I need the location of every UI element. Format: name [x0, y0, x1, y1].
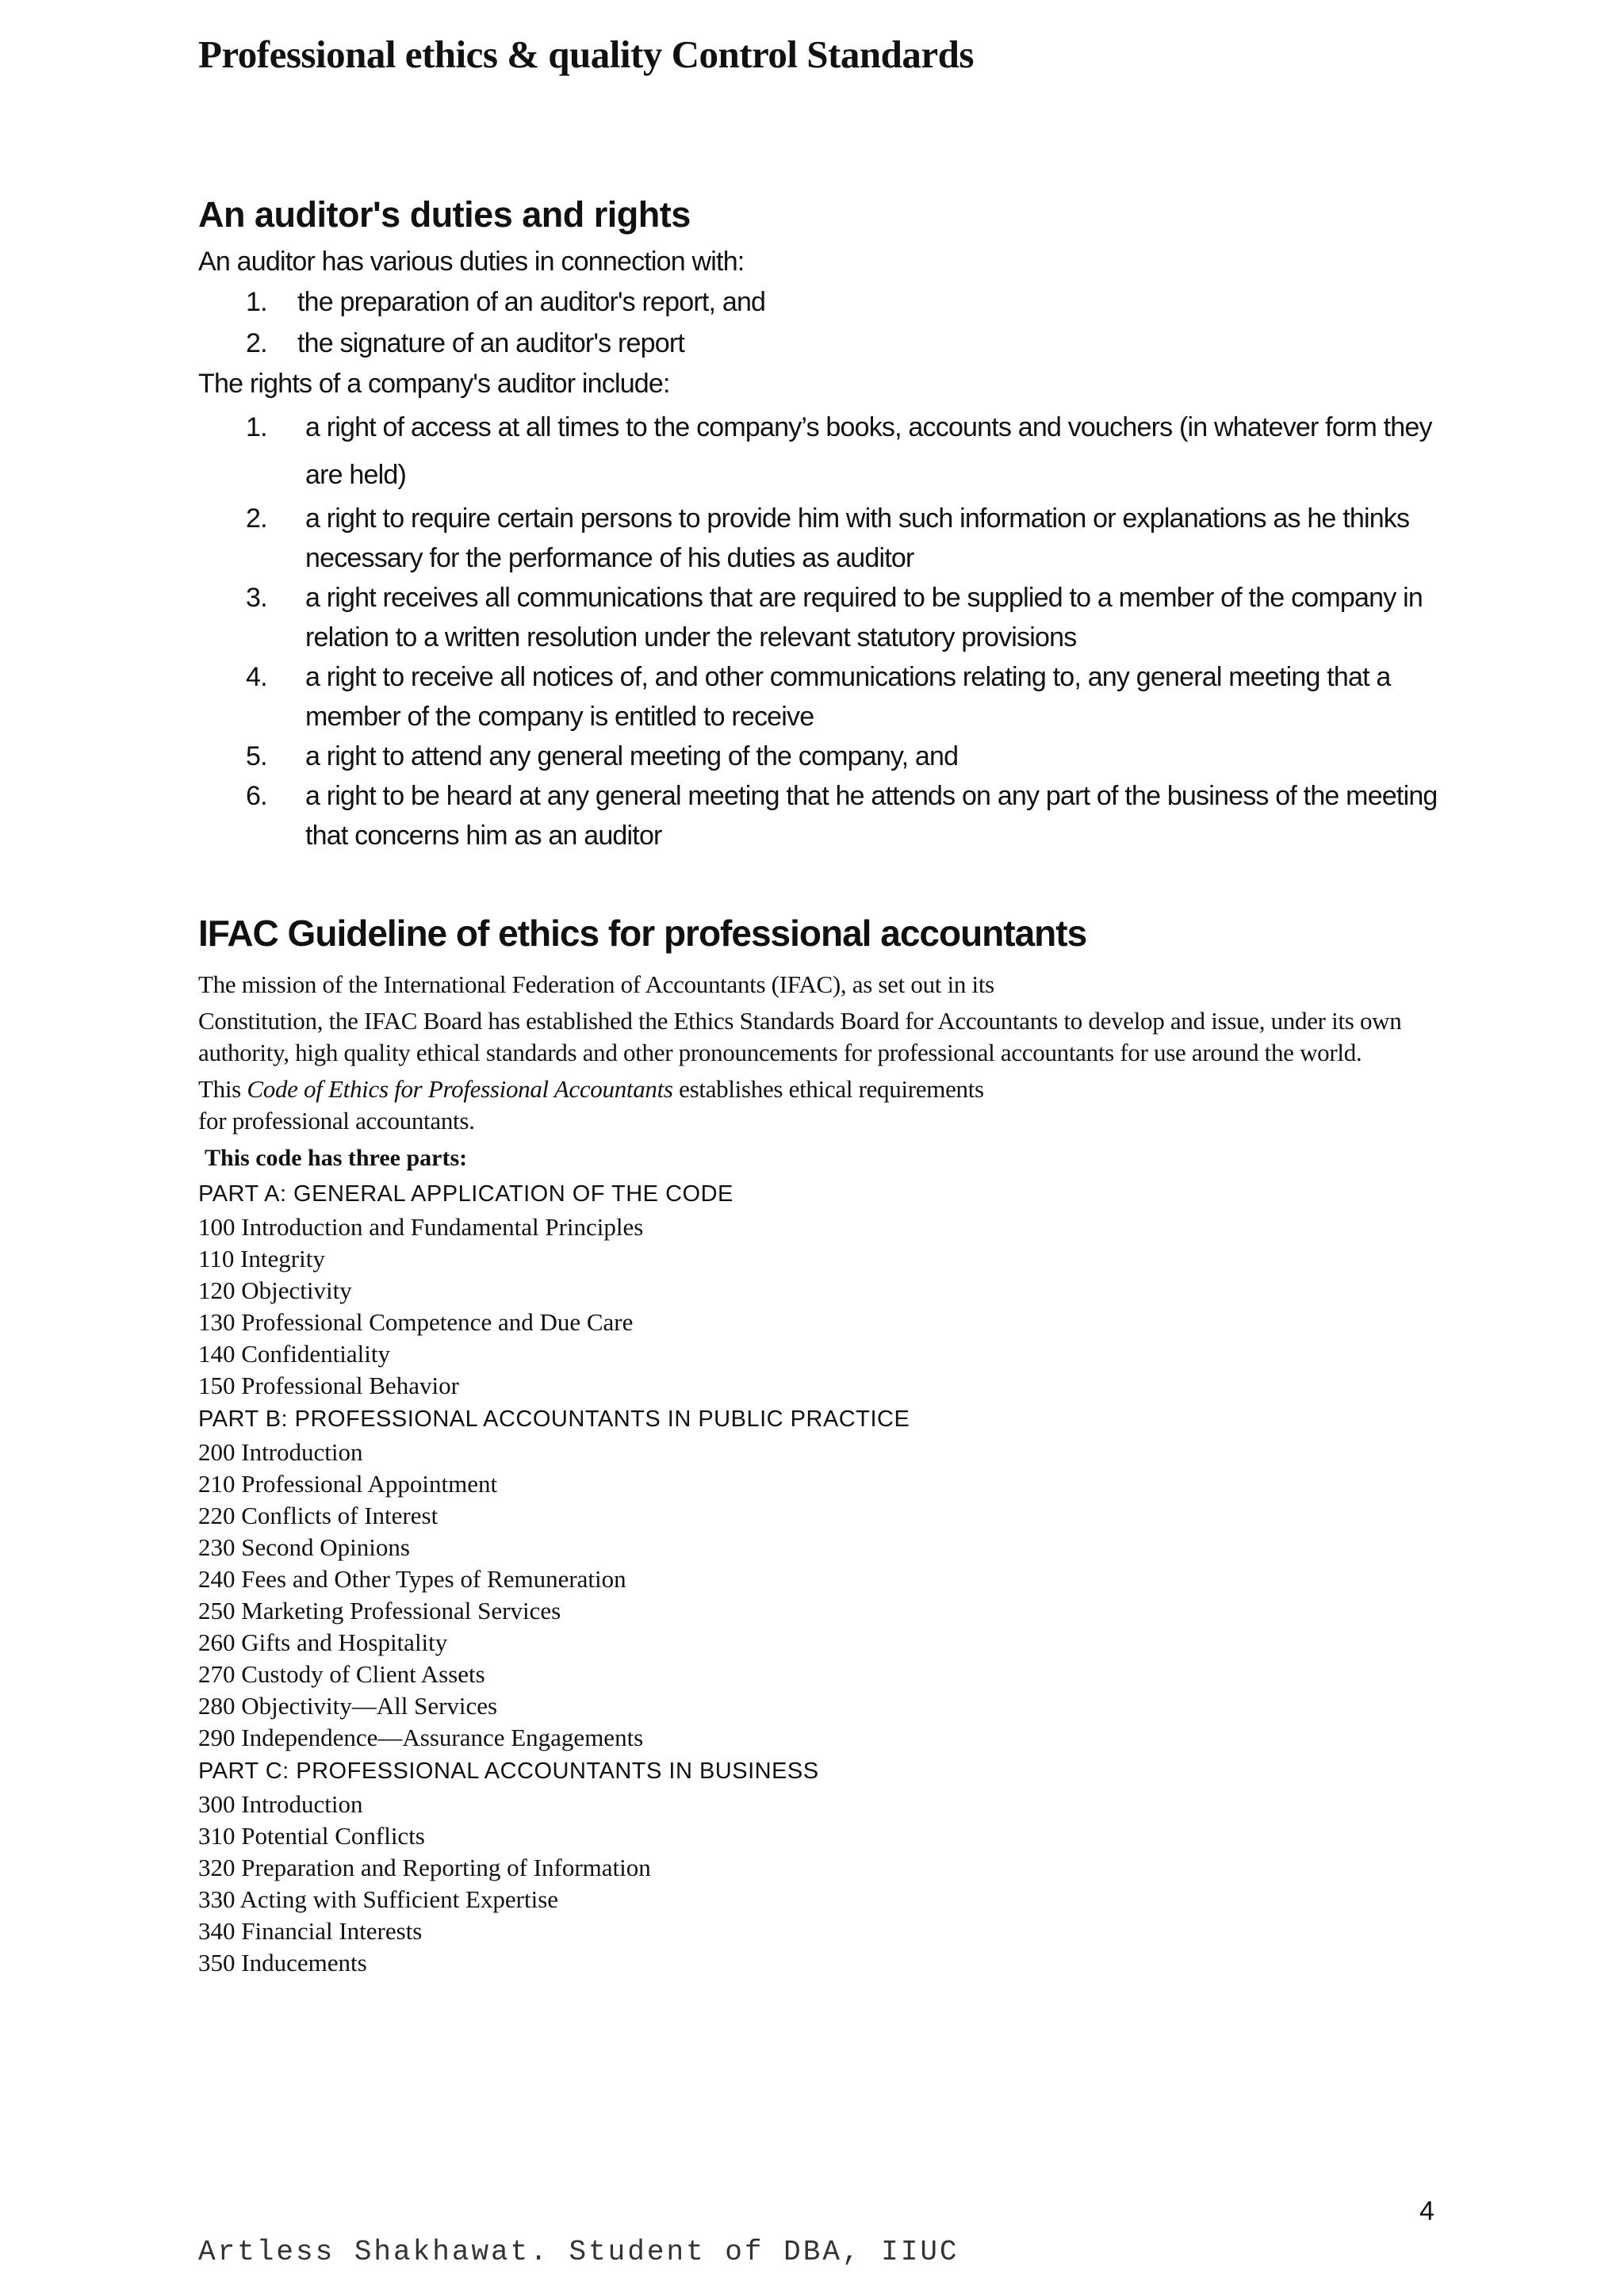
list-item: 5. a right to attend any general meeting of the company, and [246, 741, 959, 771]
ifac-heading: IFAC Guideline of ethics for professional accountants [198, 913, 1087, 954]
list-item: 250 Marketing Professional Services [198, 1597, 561, 1624]
rights-intro: The rights of a company's auditor include: [198, 369, 670, 399]
list-item: 1. the preparation of an auditor's report, and [246, 287, 766, 317]
list-item: 2. a right to require certain persons to provide him with such information or explanations as he thinks necessary for the performance of his duties as auditor [246, 503, 1410, 573]
duties-list [198, 281, 1451, 364]
duties-intro: An auditor has various duties in connection with: [198, 247, 745, 277]
part-a-list [198, 1211, 1451, 1402]
code-statement-line-2: for professional accountants. [198, 1107, 475, 1135]
list-item: 280 Objectivity—All Services [198, 1692, 498, 1720]
part-b-heading: PART B: PROFESSIONAL ACCOUNTANTS IN PUBLIC PRACTICE [198, 1406, 910, 1432]
list-item: 140 Confidentiality [198, 1340, 390, 1368]
list-item: 290 Independence—Assurance Engagements [198, 1724, 644, 1751]
list-item: 300 Introduction [198, 1790, 363, 1818]
code-statement: This Code of Ethics for Professional Accountants establishes ethical requirements [198, 1075, 984, 1103]
part-a-heading: PART A: GENERAL APPLICATION OF THE CODE [198, 1181, 733, 1207]
code-title: Code of Ethics for Professional Accountants [247, 1075, 673, 1103]
page-header-title: Professional ethics & quality Control Standards [198, 33, 974, 76]
list-item: 230 Second Opinions [198, 1533, 410, 1561]
list-item: 210 Professional Appointment [198, 1470, 498, 1498]
page-footer: Artless Shakhawat. Student of DBA, IIUC [198, 2236, 959, 2268]
list-item: 270 Custody of Client Assets [198, 1660, 485, 1688]
list-item: 4. a right to receive all notices of, and other communications relating to, any general meeting that a member of the company is entitled to receive [246, 662, 1391, 732]
list-item: 6. a right to be heard at any general meeting that he attends on any part of the business of the meeting that concerns him as an auditor [246, 781, 1438, 851]
list-item: 220 Conflicts of Interest [198, 1502, 439, 1529]
list-item: 330 Acting with Sufficient Expertise [198, 1885, 559, 1913]
rights-list [198, 404, 1451, 855]
list-item: 260 Gifts and Hospitality [198, 1628, 448, 1656]
list-item: 200 Introduction [198, 1438, 363, 1466]
list-item: 320 Preparation and Reporting of Information [198, 1854, 651, 1881]
list-item: 100 Introduction and Fundamental Principles [198, 1213, 644, 1241]
part-c-heading: PART C: PROFESSIONAL ACCOUNTANTS IN BUSINESS [198, 1758, 819, 1784]
list-item: 3. a right receives all communications that are required to be supplied to a member of the company in relation to a written resolution under the relevant statutory provisions [246, 583, 1423, 652]
list-item: 120 Objectivity [198, 1276, 352, 1304]
auditor-heading: An auditor's duties and rights [198, 194, 691, 235]
list-item: 310 Potential Conflicts [198, 1822, 425, 1850]
mission-paragraph: Constitution, the IFAC Board has established the Ethics Standards Board for Accountants to develop and issue, under its own authority, high quality ethical standards and other pronouncements for professional accountants for use around the world. [198, 1007, 1402, 1066]
mission-line-1: The mission of the International Federation of Accountants (IFAC), as set out in its [198, 970, 994, 998]
list-item: 2. the signature of an auditor's report [246, 328, 685, 358]
list-item: 110 Integrity [198, 1245, 325, 1272]
list-item: 1. a right of access at all times to the company’s books, accounts and vouchers (in whatever form they are held) [246, 412, 1432, 490]
list-item: 340 Financial Interests [198, 1917, 423, 1945]
ifac-section [198, 912, 1451, 1979]
auditor-section [198, 194, 1451, 855]
list-item: 130 Professional Competence and Due Care [198, 1308, 634, 1336]
parts-intro: This code has three parts: [205, 1145, 468, 1171]
list-item: 350 Inducements [198, 1949, 367, 1976]
part-b-list [198, 1437, 1451, 1754]
part-c-list [198, 1789, 1451, 1979]
list-item: 240 Fees and Other Types of Remuneration [198, 1565, 626, 1593]
page-number: 4 [1419, 2196, 1434, 2226]
list-item: 150 Professional Behavior [198, 1372, 459, 1399]
